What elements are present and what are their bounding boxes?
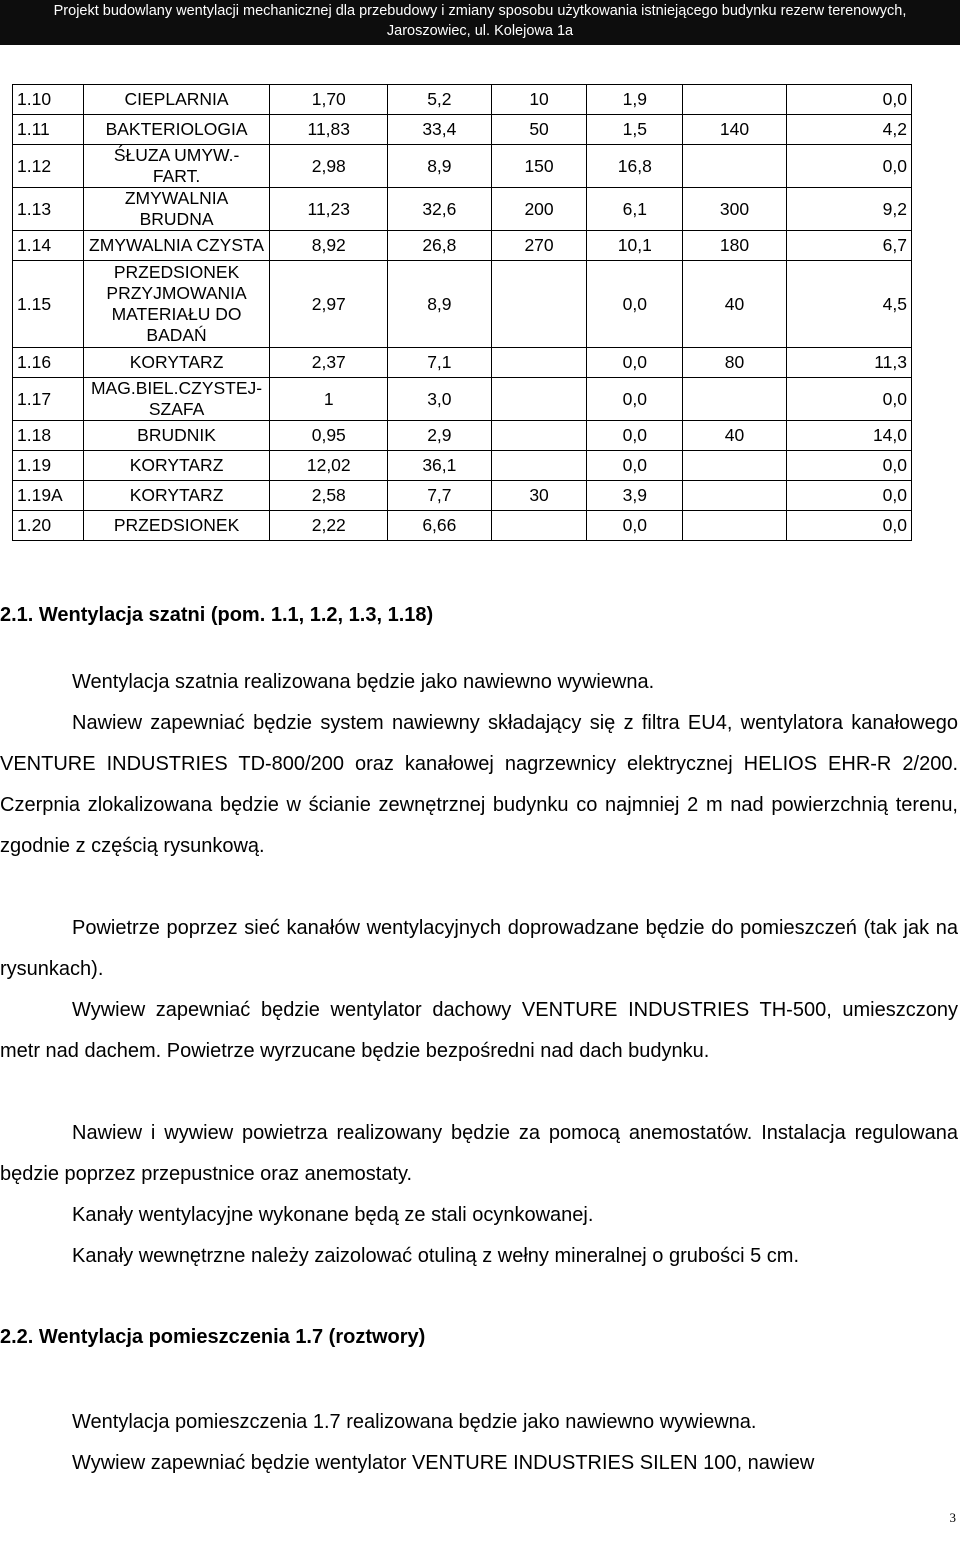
value-cell: 30 — [491, 481, 587, 511]
value-cell: 6,1 — [587, 188, 683, 231]
value-cell — [683, 85, 787, 115]
value-cell: 40 — [683, 421, 787, 451]
section-2-1-paragraph-6: Kanały wentylacyjne wykonane będą ze stali ocynkowanej. — [72, 1204, 594, 1226]
value-cell: 150 — [491, 145, 587, 188]
table-row — [13, 378, 912, 421]
section-2-2-paragraph-1: Wentylacja pomieszczenia 1.7 realizowana będzie jako nawiewno wywiewna. — [72, 1411, 757, 1433]
value-cell: 6,66 — [388, 511, 492, 541]
room-number-cell: 1.19A — [13, 481, 84, 511]
value-cell: 0,0 — [786, 378, 911, 421]
room-name-cell: CIEPLARNIA — [83, 85, 270, 115]
table-row — [13, 421, 912, 451]
table-row — [13, 231, 912, 261]
value-cell — [491, 348, 587, 378]
room-number-cell: 1.18 — [13, 421, 84, 451]
value-cell: 2,9 — [388, 421, 492, 451]
section-2-1-paragraph-4: Wywiew zapewniać będzie wentylator dachowy VENTURE INDUSTRIES TH-500, umieszczony metr nad dachem. Powietrze wyrzucane będzie bezpośredni nad dach budynku. — [0, 999, 958, 1062]
value-cell — [683, 511, 787, 541]
table-row — [13, 145, 912, 188]
value-cell — [491, 451, 587, 481]
rooms-table — [12, 84, 912, 541]
value-cell: 300 — [683, 188, 787, 231]
value-cell: 2,98 — [270, 145, 388, 188]
value-cell: 80 — [683, 348, 787, 378]
value-cell: 4,2 — [786, 115, 911, 145]
room-name-cell: ŚŁUZA UMYW.- FART. — [83, 145, 270, 188]
value-cell: 14,0 — [786, 421, 911, 451]
value-cell: 0,0 — [786, 511, 911, 541]
room-number-cell: 1.15 — [13, 261, 84, 348]
value-cell: 10,1 — [587, 231, 683, 261]
section-2-1-paragraph-3: Powietrze poprzez sieć kanałów wentylacyjnych doprowadzane będzie do pomieszczeń (tak jak na rysunkach). — [0, 917, 958, 980]
room-name-cell: BAKTERIOLOGIA — [83, 115, 270, 145]
value-cell: 0,0 — [786, 451, 911, 481]
value-cell: 1,70 — [270, 85, 388, 115]
section-2-1-paragraph-5: Nawiew i wywiew powietrza realizowany będzie za pomocą anemostatów. Instalacja regulowana będzie poprzez przepustnice oraz anemostaty. — [0, 1122, 958, 1185]
value-cell: 0,0 — [786, 85, 911, 115]
section-2-1-paragraph-2: Nawiew zapewniać będzie system nawiewny składający się z filtra EU4, wentylatora kanałowego VENTURE INDUSTRIES TD-800/200 oraz kanałowej nagrzewnicy elektrycznej HELIOS EHR-R 2/200. Czerpnia zlokalizowana będzie w ścianie zewnętrznej budynku co najmniej 2 m nad powierzchnią terenu, zgodnie z częścią rysunkową. — [0, 712, 958, 857]
table-row — [13, 188, 912, 231]
table-row — [13, 481, 912, 511]
room-number-cell: 1.14 — [13, 231, 84, 261]
section-2-2-paragraph-2: Wywiew zapewniać będzie wentylator VENTURE INDUSTRIES SILEN 100, nawiew — [72, 1452, 815, 1474]
table-row — [13, 261, 912, 348]
value-cell: 180 — [683, 231, 787, 261]
room-name-cell: KORYTARZ — [83, 451, 270, 481]
room-name-cell: PRZEDSIONEK — [83, 511, 270, 541]
section-2-1-paragraph-7: Kanały wewnętrzne należy zaizolować otuliną z wełny mineralnej o grubości 5 cm. — [72, 1245, 800, 1267]
section-2-2-heading: 2.2. Wentylacja pomieszczenia 1.7 (roztwory) — [0, 1326, 426, 1348]
rooms-table-body — [13, 85, 912, 541]
room-name-cell: KORYTARZ — [83, 481, 270, 511]
value-cell: 270 — [491, 231, 587, 261]
value-cell: 0,0 — [587, 348, 683, 378]
value-cell — [491, 261, 587, 348]
value-cell: 33,4 — [388, 115, 492, 145]
value-cell: 6,7 — [786, 231, 911, 261]
table-row — [13, 115, 912, 145]
value-cell: 2,58 — [270, 481, 388, 511]
document-header — [0, 0, 960, 45]
room-name-cell: BRUDNIK — [83, 421, 270, 451]
value-cell: 7,1 — [388, 348, 492, 378]
value-cell: 0,0 — [786, 481, 911, 511]
value-cell: 0,95 — [270, 421, 388, 451]
value-cell: 0,0 — [587, 261, 683, 348]
section-2-1-paragraph-1: Wentylacja szatnia realizowana będzie jako nawiewno wywiewna. — [72, 671, 655, 693]
header-line-1: Projekt budowlany wentylacji mechanicznej dla przebudowy i zmiany sposobu użytkowania istniejącego budynku rezerw terenowych, — [53, 3, 907, 19]
room-number-cell: 1.16 — [13, 348, 84, 378]
value-cell: 9,2 — [786, 188, 911, 231]
table-row — [13, 451, 912, 481]
value-cell: 5,2 — [388, 85, 492, 115]
table-row — [13, 85, 912, 115]
value-cell: 8,9 — [388, 145, 492, 188]
page-number: 3 — [949, 1510, 956, 1525]
value-cell — [491, 421, 587, 451]
room-number-cell: 1.13 — [13, 188, 84, 231]
value-cell: 0,0 — [587, 451, 683, 481]
room-name-cell: KORYTARZ — [83, 348, 270, 378]
value-cell — [491, 378, 587, 421]
value-cell: 0,0 — [786, 145, 911, 188]
value-cell: 4,5 — [786, 261, 911, 348]
value-cell: 50 — [491, 115, 587, 145]
value-cell — [683, 481, 787, 511]
value-cell: 1 — [270, 378, 388, 421]
room-number-cell: 1.19 — [13, 451, 84, 481]
value-cell: 10 — [491, 85, 587, 115]
room-name-cell: PRZEDSIONEK PRZYJMOWANIA MATERIAŁU DO BADAŃ — [83, 261, 270, 348]
value-cell: 11,83 — [270, 115, 388, 145]
value-cell: 1,9 — [587, 85, 683, 115]
section-2-1-heading: 2.1. Wentylacja szatni (pom. 1.1, 1.2, 1.3, 1.18) — [0, 604, 434, 626]
value-cell — [683, 378, 787, 421]
value-cell: 1,5 — [587, 115, 683, 145]
value-cell: 0,0 — [587, 511, 683, 541]
value-cell: 2,37 — [270, 348, 388, 378]
value-cell: 2,97 — [270, 261, 388, 348]
header-line-2: Jaroszowiec, ul. Kolejowa 1a — [386, 23, 574, 39]
value-cell: 16,8 — [587, 145, 683, 188]
room-number-cell: 1.11 — [13, 115, 84, 145]
room-name-cell: ZMYWALNIA BRUDNA — [83, 188, 270, 231]
value-cell: 0,0 — [587, 421, 683, 451]
value-cell: 11,3 — [786, 348, 911, 378]
room-number-cell: 1.20 — [13, 511, 84, 541]
value-cell: 0,0 — [587, 378, 683, 421]
room-name-cell: MAG.BIEL.CZYSTEJ- SZAFA — [83, 378, 270, 421]
table-row — [13, 511, 912, 541]
room-number-cell: 1.12 — [13, 145, 84, 188]
value-cell: 2,22 — [270, 511, 388, 541]
value-cell: 11,23 — [270, 188, 388, 231]
value-cell: 40 — [683, 261, 787, 348]
value-cell: 32,6 — [388, 188, 492, 231]
value-cell: 36,1 — [388, 451, 492, 481]
value-cell: 8,9 — [388, 261, 492, 348]
room-number-cell: 1.17 — [13, 378, 84, 421]
value-cell — [683, 145, 787, 188]
value-cell: 3,0 — [388, 378, 492, 421]
room-name-cell: ZMYWALNIA CZYSTA — [83, 231, 270, 261]
value-cell: 12,02 — [270, 451, 388, 481]
room-number-cell: 1.10 — [13, 85, 84, 115]
value-cell: 140 — [683, 115, 787, 145]
value-cell: 200 — [491, 188, 587, 231]
value-cell — [683, 451, 787, 481]
table-row — [13, 348, 912, 378]
value-cell — [491, 511, 587, 541]
value-cell: 3,9 — [587, 481, 683, 511]
value-cell: 8,92 — [270, 231, 388, 261]
value-cell: 7,7 — [388, 481, 492, 511]
value-cell: 26,8 — [388, 231, 492, 261]
